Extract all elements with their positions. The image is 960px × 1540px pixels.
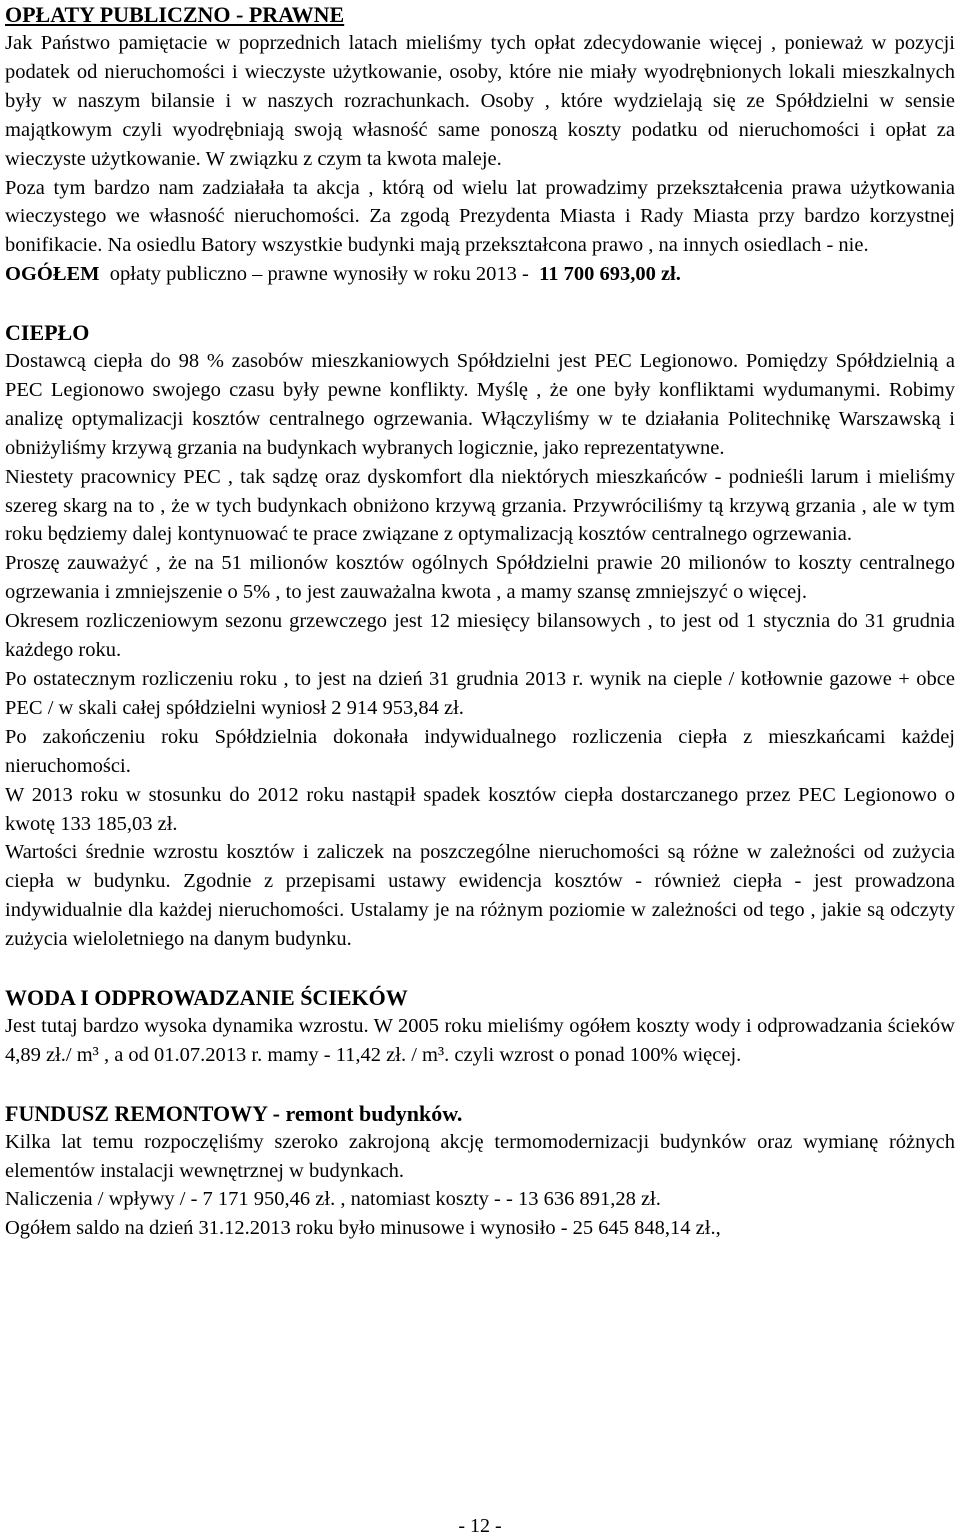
section-fundusz	[5, 1099, 955, 1244]
paragraph	[5, 463, 955, 550]
sentence: Niestety pracownicy PEC , tak sądzę oraz dyskomfort dla niektórych mieszkańców - podnieśli larum i mieliśmy szereg skarg na to , że w tych budynkach obniżono krzywą grzania.	[5, 465, 955, 517]
section-oplaty	[5, 0, 955, 289]
spacer	[5, 1070, 955, 1099]
paragraph	[5, 838, 955, 954]
sentence: Jest tutaj bardzo wysoka dynamika wzrostu.	[5, 1014, 369, 1037]
spacer	[5, 289, 955, 318]
sentence: Jak Państwo pamiętacie w poprzednich latach mieliśmy tych opłat zdecydowanie więcej , ponieważ w pozycji podatek od nieruchomości i wieczyste użytkowanie, osoby, które nie miały wyodrębnionych lokali mieszkalnych były w naszym bilansie i w naszych rozrachunkach.	[5, 32, 955, 112]
sentence: Na osiedlu Batory wszystkie budynki mają przekształcona prawo , na innych osiedlach - nie.	[107, 234, 869, 257]
total-value: 11 700 693,00 zł.	[539, 263, 681, 286]
paragraph: Proszę zauważyć , że na 51 milionów kosztów ogólnych Spółdzielni prawie 20 milionów to koszty centralnego ogrzewania i zmniejszenie o 5% , to jest zauważalna kwota , a mamy szansę zmniejszyć o więcej.	[5, 552, 955, 604]
spacer	[5, 954, 955, 983]
section-cieplo	[5, 318, 955, 954]
sentence: Robimy analizę optymalizacji kosztów centralnego ogrzewania.	[5, 378, 956, 430]
section-heading-woda: WODA I ODPROWADZANIE ŚCIEKÓW	[5, 984, 408, 1010]
sentence: Myślę , że one były konfliktami wydumanymi.	[476, 378, 881, 401]
paragraph: Ogółem saldo na dzień 31.12.2013 roku było minusowe i wynosiło - 25 645 848,14 zł.,	[5, 1217, 721, 1240]
paragraph: Naliczenia / wpływy / - 7 171 950,46 zł. , natomiast koszty - - 13 636 891,28 zł.	[5, 1188, 661, 1211]
sentence: Dostawcą ciepła do 98 % zasobów mieszkaniowych Spółdzielni jest PEC Legionowo.	[5, 350, 739, 373]
section-woda	[5, 983, 955, 1070]
sentence: Wartości średnie wzrostu kosztów i zaliczek na poszczególne nieruchomości są różne w zależności od zużycia ciepła w budynku.	[5, 841, 955, 893]
section-heading-cieplo: CIEPŁO	[5, 320, 90, 346]
sentence: W związku z czym ta kwota maleje.	[205, 147, 502, 170]
sentence: Zgodnie z przepisami ustawy ewidencja kosztów - również ciepła - jest prowadzona indywidualnie dla każdej nieruchomości.	[5, 870, 956, 922]
section-heading-oplaty: OPŁATY PUBLICZNO - PRAWNE	[5, 2, 345, 27]
paragraph: Po ostatecznym rozliczeniu roku , to jest na dzień 31 grudnia 2013 r. wynik na cieple / kotłownie gazowe + obce PEC / w skali całej spółdzielni wyniosł 2 914 953,84 zł.	[5, 668, 955, 719]
sentence: Poza tym bardzo nam zadziałała ta akcja , którą od wielu lat prowadzimy przekształcenia prawa użytkowania wieczystego we własność nieruchomości.	[5, 176, 955, 228]
paragraph	[5, 29, 955, 174]
paragraph: Okresem rozliczeniowym sezonu grzewczego jest 12 miesięcy bilansowych , to jest od 1 stycznia do 31 grudnia każdego roku.	[5, 610, 955, 662]
paragraph	[5, 347, 955, 463]
paragraph	[5, 1012, 955, 1070]
sentence: Włączyliśmy w te działania Politechnikę Warszawską i obniżyliśmy krzywą grzania na budynkach wybranych logicznie, jako reprezentatywne.	[5, 407, 955, 459]
total-line	[5, 260, 955, 289]
sentence: Pomiędzy Spółdzielnią a PEC Legionowo swojego czasu były pewne konflikty.	[5, 350, 956, 401]
page-number: - 12 -	[458, 1515, 502, 1537]
sentence: W 2005 roku mieliśmy ogółem koszty wody i odprowadzania ścieków 4,89 zł./ m³ , a od 01.07.2013 r. mamy - 11,42 zł. / m³. czyli wzrost o ponad 100% więcej.	[5, 1014, 955, 1066]
sentence: Przywróciliśmy tą krzywą grzania , ale w tym roku będziemy dalej kontynuować te prace związane z optymalizacją kosztów centralnego ogrzewania.	[5, 494, 955, 546]
sentence: Ustalamy je na różnym poziomie w zależności od tego , jakie są odczyty zużycia wieloletniego na danym budynku.	[5, 899, 956, 951]
document-page	[5, 0, 955, 1243]
paragraph: W 2013 roku w stosunku do 2012 roku nastąpił spadek kosztów ciepła dostarczanego przez PEC Legionowo o kwotę 133 185,03 zł.	[5, 783, 955, 835]
sentence: Za zgodą Prezydenta Miasta i Rady Miasta przy bardzo korzystnej bonifikacie.	[5, 205, 955, 257]
paragraph: Kilka lat temu rozpoczęliśmy szeroko zakrojoną akcję termomodernizacji budynków oraz wymianę różnych elementów instalacji wewnętrznej w budynkach.	[5, 1130, 955, 1182]
total-text: opłaty publiczno – prawne wynosiły w roku 2013 -	[109, 263, 529, 286]
paragraph	[5, 174, 955, 261]
sentence: Osoby , które wydzielają się ze Spółdzielni w sensie majątkowym czyli wyodrębniają swoją własność same ponoszą koszty podatku od nieruchomości i opłat za wieczyste użytkowanie.	[5, 89, 955, 170]
total-label: OGÓŁEM	[5, 263, 100, 286]
paragraph: Po zakończeniu roku Spółdzielnia dokonała indywidualnego rozliczenia ciepła z mieszkańcami każdej nieruchomości.	[5, 725, 955, 777]
section-heading-fundusz: FUNDUSZ REMONTOWY - remont budynków.	[5, 1100, 463, 1126]
